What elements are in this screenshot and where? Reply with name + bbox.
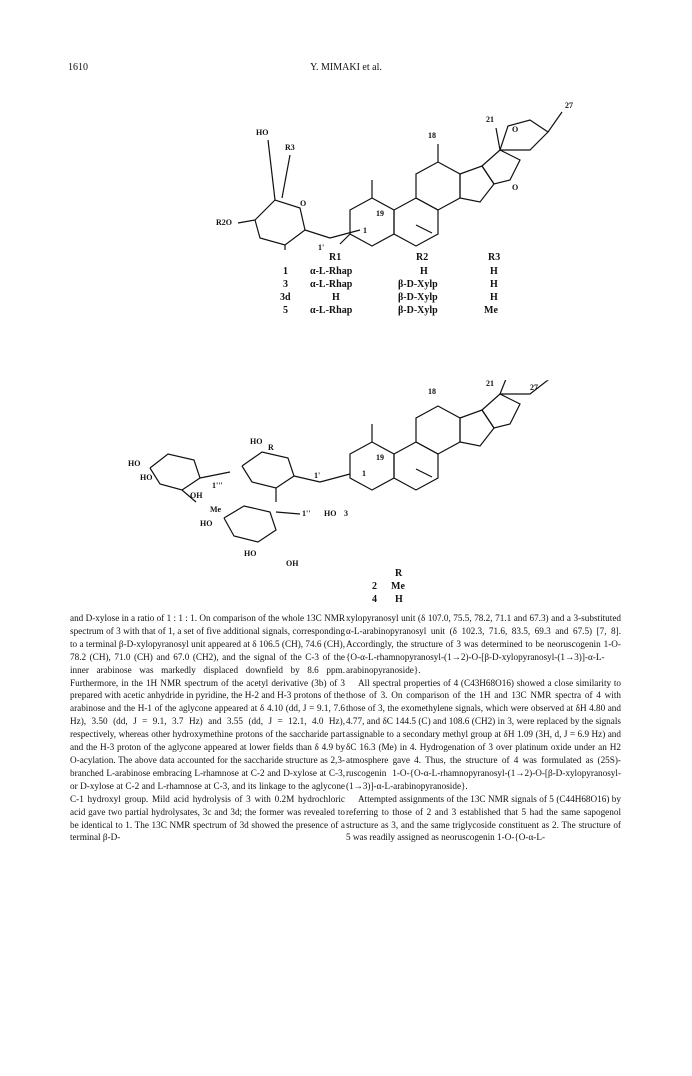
header-r1: R1 (329, 252, 342, 263)
figure1-structure (0, 80, 692, 250)
bond (276, 512, 300, 514)
compound-number: 1 (283, 266, 288, 277)
double-bond (416, 225, 432, 233)
label-o-ring-f: O (512, 125, 519, 134)
bond (282, 155, 290, 198)
page-number: 1610 (68, 62, 88, 73)
compound-number: 2 (372, 581, 377, 592)
ring-a (350, 442, 394, 490)
bond (305, 230, 330, 238)
running-head: Y. MIMAKI et al. (310, 62, 382, 73)
ring-b (394, 442, 438, 490)
ring-f (500, 120, 548, 150)
figure2-structure (0, 380, 692, 570)
cell-r: H (395, 594, 403, 605)
cell-r1: α-L-Rhap (310, 266, 353, 277)
label-1double-prime: 1'' (302, 509, 311, 518)
label-ho-f: HO (244, 549, 257, 558)
bond (268, 140, 275, 200)
label-19: 19 (376, 453, 384, 462)
ring-e (482, 150, 520, 184)
ring-b (394, 198, 438, 246)
label-1: 1 (362, 469, 366, 478)
label-27: 27 (530, 383, 538, 392)
right-text-column (346, 612, 621, 844)
label-3: 3 (344, 509, 348, 518)
ring-f (500, 380, 548, 394)
sugar-ring-inner (242, 452, 294, 488)
ring-a (350, 198, 394, 246)
label-27: 27 (565, 101, 573, 110)
left-text-column (70, 612, 345, 844)
label-ho-b: HO (140, 473, 153, 482)
label-18: 18 (428, 387, 436, 396)
label-ho-top: HO (256, 128, 269, 137)
exomethylene-bond (548, 112, 562, 132)
paragraph: and D-xylose in a ratio of 1 : 1 : 1. On comparison of the whole 13C NMR spectrum of 3 with that of 1, a set of five additional signals, corresponding to a terminal β-D-xylopyranosyl unit appeared at δ 106.5 (CH), 74.6 (CH), 78.2 (CH), 71.0 (CH) and 67.0 (CH2), and the signal of the C-3 of the inner arabinose was markedly displaced downfield by 8.6 ppm. Furthermore, in the 1H NMR spectrum of the acetyl derivative (3b) of 3 prepared with acetic anhydride in pyridine, the H-2 and H-3 protons of the arabinose and the H-1 of the aglycone appeared at δ 4.10 (dd, J = 9.1, 7.6 Hz), 3.50 (dd, J = 9.1, 3.7 Hz) and 3.55 (dd, J = 12.1, 4.0 Hz), respectively, whereas other hydroxymethine protons of the saccharide part and the H-3 proton of the aglycone appeared at lower fields than δ 4.9 by O-acylation. The above data accounted for the saccharide structure as 2,3-branched L-arabinose embracing L-rhamnose at C-2 and D-xylose at C-3, or D-xylose at C-2 and L-rhamnose at C-3, and its linkage to the aglycone C-1 hydroxyl group. Mild acid hydrolysis of 3 with 0.2M hydrochloric acid gave two partial hydrolysates, 3c and 3d; the former was revealed to be identical to 1. The 13C NMR spectrum of 3d showed the presence of a terminal β-D- (70, 613, 345, 843)
cell-r1: H (332, 292, 340, 303)
sugar-ring-a (255, 200, 305, 245)
label-oh-2: OH (286, 559, 299, 568)
ring-c (416, 406, 460, 454)
label-18: 18 (428, 131, 436, 140)
cell-r: Me (391, 581, 405, 592)
label-ho-d: HO (200, 519, 213, 528)
compound-number: 3 (283, 279, 288, 290)
cell-r1: α-L-Rhap (310, 305, 353, 316)
label-o-ring-e: O (512, 183, 519, 192)
header-r2: R2 (416, 252, 429, 263)
cell-r3: H (490, 266, 498, 277)
ring-e (482, 394, 520, 428)
substituent-table-2 (0, 568, 692, 608)
ring-d (460, 166, 494, 202)
bond (200, 472, 230, 478)
label-me: Me (210, 505, 222, 514)
label-21: 21 (486, 380, 494, 388)
label-ho-e: HO (324, 509, 337, 518)
paragraph: xylopyranosyl unit (δ 107.0, 75.5, 78.2, 71.1 and 67.3) and a 3-substituted α-L-arabinopyranosyl unit (δ 102.3, 71.6, 83.5, 69.3 and 67.5) [7, 8]. Accordingly, the structure of 3 was determined to be neoruscogenin 1-O-{O-α-L-rhamnopyranosyl-(1→2)-O-[β-D-xylopyranosyl-(1→3)]-α-L-arabinopyranoside}. (346, 613, 621, 675)
label-21: 21 (486, 115, 494, 124)
sugar-ring-left (150, 454, 200, 490)
paragraph: All spectral properties of 4 (C43H68O16) showed a close similarity to those of 3. On comparison of the 1H and 13C NMR spectra of 4 with those of 3, the exomethylene signals, which were observed at δH 4.80 and 4.77, and δC 144.5 (C) and 108.6 (CH2) in 3, were replaced by the signals assignable to a secondary methyl group at δH 1.09 (3H, d, J = 6.9 Hz) and δC 16.3 (Me) in 4. Hydrogenation of 3 over platinum oxide under an H2 atmosphere gave 4. Thus, the structure of 4 was formulated as (25S)-ruscogenin 1-O-{O-α-L-rhamnopyranosyl-(1→2)-O-[β-D-xylopyranosyl-(1→3)]-α-L-arabinopyranoside}. (346, 677, 621, 791)
double-bond (416, 469, 432, 477)
compound-number: 4 (372, 594, 377, 605)
label-1prime: 1' (318, 243, 325, 250)
cell-r3: Me (484, 305, 498, 316)
sugar-ring-lower (224, 506, 276, 542)
bond (238, 220, 255, 223)
label-19: 19 (376, 209, 384, 218)
cell-r2: H (420, 266, 428, 277)
label-o-ring: O (300, 199, 307, 208)
cell-r2: β-D-Xylp (398, 292, 438, 303)
label-r3: R3 (285, 143, 295, 152)
label-ho-c: HO (250, 437, 263, 446)
cell-r3: H (490, 279, 498, 290)
bond (320, 474, 350, 482)
ring-c (416, 162, 460, 210)
header-r: R (395, 568, 403, 579)
cell-r1: α-L-Rhap (310, 279, 353, 290)
cell-r3: H (490, 292, 498, 303)
compound-number: 3d (280, 292, 291, 303)
bond (496, 128, 500, 150)
cell-r2: β-D-Xylp (398, 305, 438, 316)
header-r3: R3 (488, 252, 501, 263)
label-r: R (268, 443, 274, 452)
label-r2o: R2O (216, 218, 232, 227)
label-ho-a: HO (128, 459, 141, 468)
cell-r2: β-D-Xylp (398, 279, 438, 290)
paragraph: Attempted assignments of the 13C NMR signals of 5 (C44H68O16) by referring to those of 2 and 3 established that 5 had the same sapogenol structure as 3, and the same triglycoside constituent as 2. The structure of 5 was readily assigned as neoruscogenin 1-O-{O-α-L- (346, 793, 621, 843)
label-1prime: 1' (314, 471, 321, 480)
label-1: 1 (363, 226, 367, 235)
substituent-table-1 (0, 252, 692, 327)
label-1triple-prime: 1''' (212, 481, 223, 490)
ring-d (460, 410, 494, 446)
label-oh-1: OH (190, 491, 203, 500)
compound-number: 5 (283, 305, 288, 316)
